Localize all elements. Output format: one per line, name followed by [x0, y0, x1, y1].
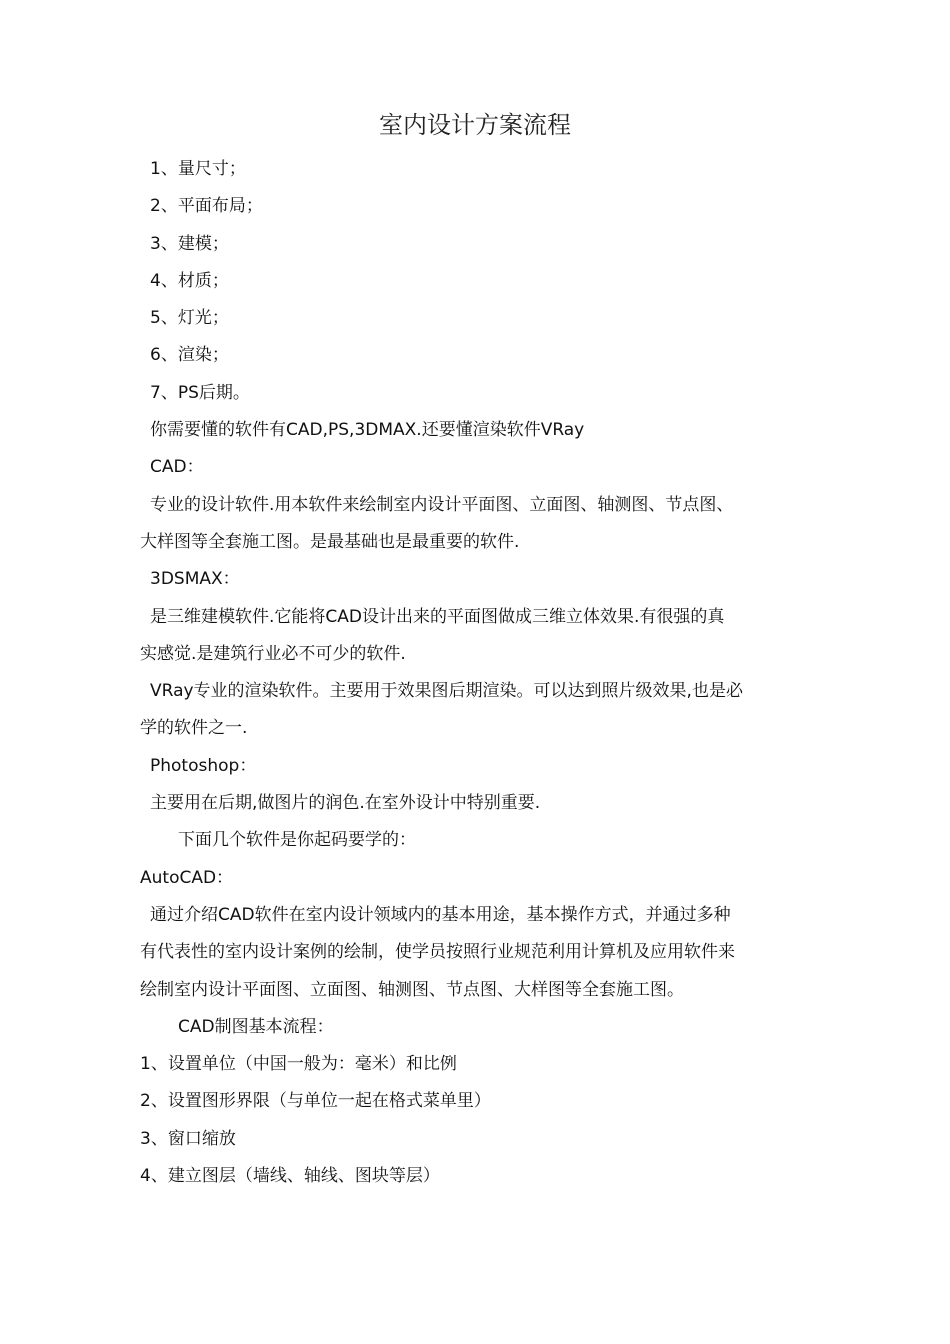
step-line: 3、建模； — [150, 233, 229, 254]
step-line: 7、PS后期。 — [150, 382, 250, 403]
paragraph-line: 专业的设计软件.用本软件来绘制室内设计平面图、立面图、轴测图、节点图、 — [150, 494, 734, 515]
paragraph-line: 下面几个软件是你起码要学的： — [178, 830, 416, 851]
paragraph-line: 有代表性的室内设计案例的绘制，使学员按照行业规范利用计算机及应用软件来 — [140, 942, 735, 963]
paragraph-line: 你需要懂的软件有CAD,PS,3DMAX.还要懂渲染软件VRay — [150, 420, 585, 441]
section-heading: AutoCAD： — [140, 867, 234, 888]
paragraph-line: 主要用在后期,做图片的润色.在室外设计中特别重要. — [150, 793, 541, 814]
step-line: 4、建立图层（墙线、轴线、图块等层） — [140, 1166, 440, 1187]
section-heading: Photoshop： — [150, 755, 257, 776]
section-heading: 3DSMAX： — [150, 569, 240, 590]
step-line: 1、量尺寸； — [150, 159, 246, 179]
step-line: 2、平面布局； — [150, 196, 263, 217]
paragraph-line: 大样图等全套施工图。是最基础也是最重要的软件. — [140, 531, 520, 552]
section-heading: CAD： — [150, 457, 204, 478]
step-line: 2、设置图形界限（与单位一起在格式菜单里） — [140, 1091, 491, 1112]
document-title: 室内设计方案流程 — [379, 111, 571, 139]
paragraph-line: 实感觉.是建筑行业必不可少的软件. — [140, 643, 406, 664]
section-heading: CAD制图基本流程： — [178, 1016, 334, 1037]
document-body — [140, 151, 830, 1195]
paragraph-line: 学的软件之一. — [140, 718, 248, 739]
step-line: 3、窗口缩放 — [140, 1128, 236, 1149]
paragraph-line: 是三维建模软件.它能将CAD设计出来的平面图做成三维立体效果.有很强的真 — [150, 606, 725, 627]
paragraph-line: 绘制室内设计平面图、立面图、轴测图、节点图、大样图等全套施工图。 — [140, 979, 684, 1000]
step-line: 6、渲染； — [150, 345, 229, 366]
step-line: 4、材质； — [150, 270, 229, 291]
step-line: 5、灯光； — [150, 308, 229, 329]
step-line: 1、设置单位（中国一般为：毫米）和比例 — [140, 1054, 457, 1075]
paragraph-line: 通过介绍CAD软件在室内设计领域内的基本用途，基本操作方式，并通过多种 — [150, 904, 731, 925]
paragraph-line: VRay专业的渲染软件。主要用于效果图后期渲染。可以达到照片级效果,也是必 — [150, 681, 743, 702]
